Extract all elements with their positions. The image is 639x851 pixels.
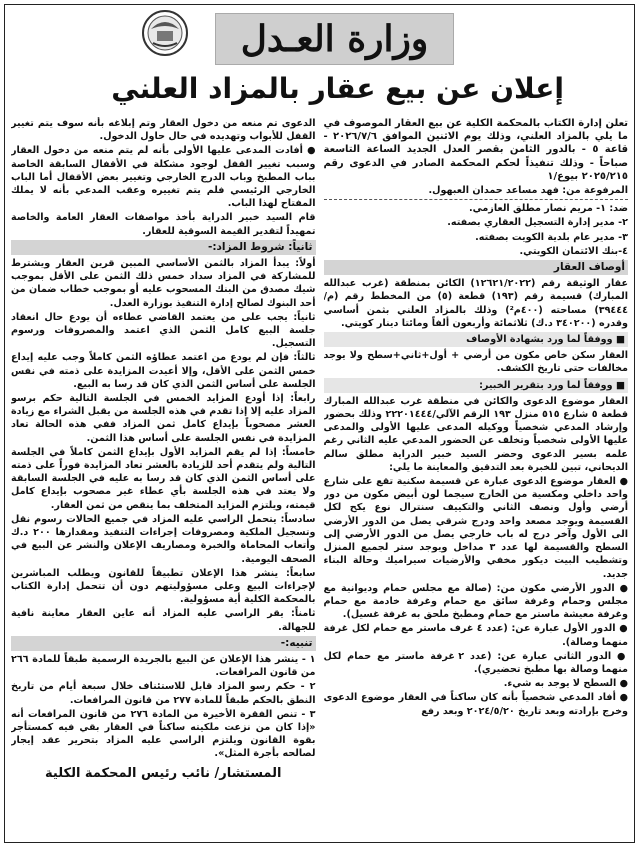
- signature: المستشار/ نائب رئيس المحكمة الكلية: [45, 765, 282, 781]
- plaintiff-text: المرفوعة من: فهد مساعد حمدان العبهول.: [428, 185, 628, 197]
- divider: [324, 199, 629, 200]
- announcement-title: إعلان عن بيع عقار بالمزاد العلني: [111, 72, 564, 105]
- continued-text: الدعوى تم منعه من دخول العقار وتم إبلاغه بأنه سوف يتم تغيير القفل للأبواب وتهديده في حال حاول الدخول.: [11, 118, 316, 143]
- defendant-line: ضد: ١- مريم نصار مطلق العازمي.: [469, 203, 628, 215]
- property-description: عقار الوثيقة رقم (١٢٦٢١/٢٠٢٢) الكائن بمنطقة (غرب عبدالله المبارك) قسيمة رقم (١٩٣) قطعة (٥) من المخطط رقم (م/٣٩٤٤٤) مساحته (٤٠٠م²) وذلك بالمزاد العلني بثمن أساسي وقدره (٣٤٠٢٠٠ د.ك) ثلاثمائة وأربعون ألفاً ومائتا دينار كويتي.: [323, 278, 628, 329]
- term-item: رابعاً: إذا أودع المزايد الخمس في الجلسة التالية حكم برسو المزاد عليه إلا إذا تقدم في هذه الجلسة من يقبل الشراء مع زيادة العشر مصحوباً بإيداع كامل ثمن المزاد ففي هذه الحالة تعاد المزايدة في نفس الجلسة على أساس هذا الثمن.: [11, 393, 316, 444]
- term-item: أولاً: يبدأ المزاد بالثمن الأساسي المبين قرين العقار ويشترط للمشاركة في المزاد سداد خمس ذلك الثمن على الأقل بموجب شيك مصدق من البنك المسحوب عليه أو بموجب خطاب ضمان من أحد البنوك لصالح إدارة التنفيذ بوزارة العدل.: [11, 258, 316, 309]
- continued-text: قام السيد خبير الدراية بأخذ مواصفات العقار العامة والخاصة تمهيداً لتقدير القيمة السوقية للعقار.: [11, 212, 316, 237]
- defendant-line: ٣- مدير عام بلدية الكويت بصفته.: [475, 231, 628, 243]
- term-item: سادساً: يتحمل الراسي عليه المزاد في جميع الحالات رسوم نقل وتسجيل الملكية ومصروفات إجراءات التنفيذ ومقدارها ٢٠٠ د.ك وأتعاب المحاماة والخبرة ومصاريف الإعلان والنشر عن البيع في الصحف اليومية.: [11, 513, 316, 565]
- detail-item: ● الدور الثاني عبارة عن: (عدد ٢ غرفة ماستر مع حمام لكل منهما وصالة بها مطبخ تحضيري).: [323, 650, 628, 675]
- term-item: ثالثاً: فإن لم يودع من اعتمد عطاؤه الثمن كاملاً وجب عليه إيداع خمس الثمن على الأقل، وإلا أعيدت المزايدة على ذمته في نفس الجلسة على أساس الثمن الذي كان قد رسا به البيع.: [11, 352, 316, 390]
- continued-text: ● أفادت المدعى عليها الأولى بأنه لم يتم منعه من دخول العقار وسبب تغيير القفل لوجود مشكلة في الأقفال السابقة الخاصة بباب المطبخ وباب الدرج الخارجي وتغيير بعض الأقفال أما الباب الخارجي الرئيسي فلم يتم تغييره وعقب المدعي بأنه لا يملك المفتاح لهذا الباب.: [11, 145, 316, 210]
- term-item: خامساً: إذا لم يقم المزايد الأول بإيداع الثمن كاملاً في الجلسة التالية ولم يتقدم أحد للزيادة بالعشر تعاد المزايدة فوراً على ذمته على أساس الثمن الذي كان قد رسا به عليه في الجلسة السابقة ولا يعتد في هذه الجلسة بأي عطاء غير مصحوب بإيداع كامل قيمته، ويلتزم المزايد المتخلف بما ينقص من ثمن العقار.: [11, 446, 316, 511]
- detail-item: ● أفاد المدعي شخصياً بأنه كان ساكناً في العقار موضوع الدعوى وخرج بإرادته وبعد تاريخ ٢٠٢٤/٥/٢٠ وبعد رفع: [323, 692, 628, 717]
- intro-text: تعلن إدارة الكتاب بالمحكمة الكلية عن بيع العقار الموصوف في ما يلي بالمزاد العلني، وذلك يوم الاثنين الموافق ٢٠٢٦/٧/٦ - قاعة ٥ - بالدور الثامن بقصر العدل الجديد الساعة التاسعة صباحاً - وذلك تنفيذاً لحكم المحكمة الصادر في الدعوى رقم ٢٠٢٥/٢١٥ بيوع/١: [323, 118, 628, 182]
- term-item: ثامناً: يقر الراسي عليه المزاد أنه عاين العقار معاينة نافية للجهالة.: [11, 608, 316, 633]
- section-title: ثانياً: شروط المزاد:-: [11, 240, 316, 255]
- detail-item: ● الدور الأرضي مكون من: (صالة مع مجلس حمام وديوانية مع مجلس وحمام وغرفة سائق مع حمام وغرفة خادمة مع حمام وغرفة معيشة ماستر مع حمام ومطبخ ملحق به غرفة غسيل).: [323, 582, 628, 621]
- note-item: ٢ - حكم رسو المزاد قابل للاستئناف خلال سبعة أيام من تاريخ النطق بالحكم طبقاً للمادة ٢٧٧ من قانون المرافعات.: [11, 681, 316, 706]
- term-item: سابعاً: ينشر هذا الإعلان تطبيقاً للقانون ويطلب المباشرين لإجراءات البيع وعلى مسؤوليتهم دون أن تتحمل إدارة الكتاب بالمحكمة الكلية أية مسؤولية.: [11, 567, 316, 606]
- note-item: ١ - ينشر هذا الإعلان عن البيع بالجريدة الرسمية طبقاً للمادة ٢٦٦ من قانون المرافعات.: [11, 653, 316, 679]
- ministry-title: وزارة العـدل: [215, 13, 454, 65]
- expert-description: العقار موضوع الدعوى والكائن في منطقة غرب عبدالله المبارك قطعة ٥ شارع ٥١٥ منزل ١٩٣ الرقم الآلي/٢٢٢٠١٤٤٤ وذلك بحضور وإرشاد المدعي شخصياً ووكيله المدعى عليها الأولى والمدعى عليها الأولى شخصياً وتخلف عن الحضور المدعي عليه الثاني رغم علمه بسير الدعوى وحضر السيد خبير الدراية مطلق سالم الديحاني، تبين للخبرة بعد التدقيق والمعاينة ما يلي:: [323, 395, 628, 473]
- detail-item: ● السطح لا يوجد به شيء.: [503, 678, 628, 690]
- right-column: [324, 117, 629, 838]
- header: [5, 5, 634, 117]
- notes-title: تنبيه:-: [11, 636, 316, 651]
- defendant-line: ٤-بنك الائتمان الكويتي.: [519, 245, 628, 257]
- detail-item: ● العقار موضوع الدعوى عبارة عن قسيمة سكنية تقع على شارع واحد داخلي ومكسية من الخارج سيجما لون أبيض مكون من دور أرضي وأول ونصف الثاني والتكييف سنترال نوع يكح لكل القسيمة ويوجد مصعد واحد ودرج شرقي يصل من الدور الأرضي الى الأول وآخر درج له باب خارجي يصل من الدور الأرضي إلى السطح والقسيمة لها عدد ٣ مداخل ويوجد ستر لجميع المنزل وتشطيب البيت ديكور مخفي والأرضيات سيراميك وحالة البناء جديد.: [323, 476, 628, 580]
- note-item: ٣ - تنص الفقرة الأخيرة من المادة ٢٧٦ من قانون المرافعات أنه «إذا كان من نزعت ملكيته ساكناً في العقار بقي فيه كمستأجر بقوة القانون ويلتزم الراسي عليه المزاد بتحرير عقد إيجار لصالحه بأجرة المثل».: [11, 708, 316, 760]
- detail-item: ● الدور الأول عبارة عن: (عدد ٤ غرف ماستر مع حمام لكل غرفة منهما وصالة).: [323, 623, 628, 648]
- defendant-line: ٢- مدير إدارة التسجيل العقاري بصفته.: [447, 217, 628, 229]
- section-subtitle: ■ ووفقاً لما ورد بتقرير الخبير:: [324, 378, 629, 393]
- section-subtitle: ■ ووفقاً لما ورد بشهادة الأوصاف: [324, 332, 629, 347]
- section-title: أوصاف العقار: [324, 260, 629, 275]
- left-column: [11, 117, 316, 838]
- columns: [11, 117, 628, 838]
- term-item: ثانياً: يجب على من يعتمد القاضي عطاءه أن يودع حال انعقاد جلسة البيع كامل الثمن الذي اعتمد والمصروفات ورسوم التسجيل.: [11, 311, 316, 350]
- certificate-description: العقار سكن خاص مكون من أرضي + أول+ثاني+سطح ولا يوجد مخالفات حتى تاريخ الكشف.: [323, 350, 628, 375]
- kuwait-emblem-icon: [135, 9, 195, 57]
- announcement-page: [4, 4, 635, 843]
